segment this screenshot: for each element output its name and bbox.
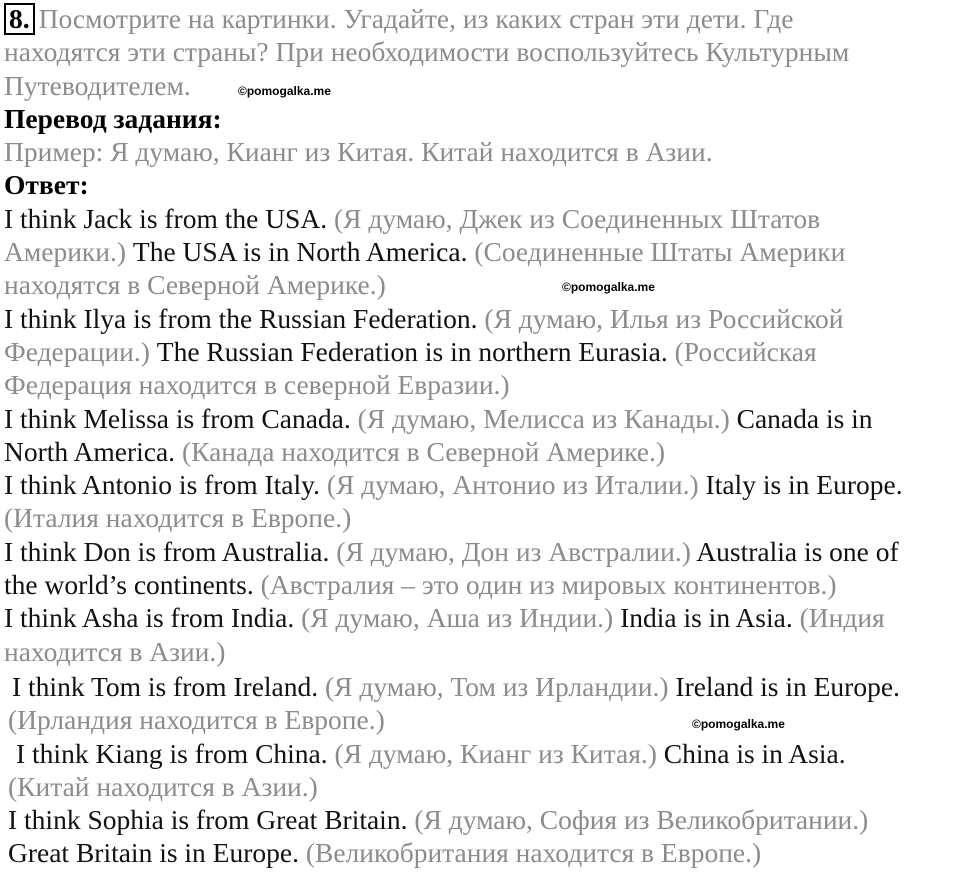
answer-translation: (Австралия – это один из мировых континентов.): [260, 569, 837, 601]
answer-text: Canada is in: [736, 402, 873, 434]
answer-text: The USA is in North America.: [132, 236, 468, 268]
answer-translation: (Канада находится в Северной Америке.): [181, 435, 666, 467]
answer-translation: Америки.): [4, 236, 127, 268]
answer-ilya-line-2: [4, 335, 956, 368]
task-number: 8.: [4, 3, 35, 35]
answer-sophia-line-2: [4, 836, 956, 869]
watermark: ©pomogalka.me: [238, 84, 331, 98]
example-text: Пример: Я думаю, Кианг из Китая. Китай находится в Азии.: [4, 136, 713, 168]
answer-asha-line-1: [4, 601, 956, 634]
answer-translation: (Я думаю, София из Великобритании.): [414, 804, 869, 836]
answer-translation: (Я думаю, Том из Ирландии.): [325, 670, 669, 702]
answer-jack-line-3: находятся в Северной Америке.): [4, 269, 386, 301]
answer-ilya-line-1: [4, 302, 956, 335]
answer-translation: (Российская: [674, 335, 817, 367]
answer-text: North America.: [4, 435, 176, 467]
answer-translation: (Я думаю, Антонио из Италии.): [326, 469, 699, 501]
answer-translation: (Великобритания находится в Европе.): [305, 837, 762, 869]
answer-translation: (Индия: [799, 602, 885, 634]
answer-translation: (Я думаю, Аша из Индии.): [301, 602, 614, 634]
task-line-3: Путеводителем.: [4, 69, 191, 101]
task-text-1: Посмотрите на картинки. Угадайте, из каких стран эти дети. Где: [38, 3, 794, 34]
answer-text: I think Ilya is from the Russian Federation.: [4, 302, 478, 334]
answer-text: Italy is in Europe.: [705, 469, 903, 501]
answer-text: Great Britain is in Europe.: [8, 837, 299, 869]
answer-jack-line-2: [4, 235, 956, 268]
answer-melissa-line-1: [4, 402, 956, 435]
answer-translation: (Я думаю, Илья из Российской: [484, 302, 844, 334]
translation-heading: Перевод задания:: [4, 102, 222, 134]
answer-tom-line-2: (Ирландия находится в Европе.): [8, 704, 385, 736]
answer-text: I think Melissa is from Canada.: [4, 402, 351, 434]
answer-jack-line-1: [4, 202, 956, 235]
answer-text: India is in Asia.: [620, 602, 793, 634]
answer-antonio-line-1: [4, 468, 956, 501]
answer-text: I think Sophia is from Great Britain.: [8, 804, 408, 836]
answer-text: I think Antonio is from Italy.: [4, 469, 320, 501]
answer-text: Ireland is in Europe.: [675, 670, 900, 702]
answer-kiang-line-2: (Китай находится в Азии.): [8, 770, 318, 802]
answer-text: I think Asha is from India.: [4, 602, 295, 634]
answer-text: China is in Asia.: [663, 737, 846, 769]
answer-translation: (Я думаю, Дон из Австралии.): [336, 535, 691, 567]
answer-ilya-line-3: Федерация находится в северной Евразии.): [4, 369, 510, 401]
task-line-1: [4, 2, 956, 35]
answer-translation: (Соединенные Штаты Америки: [474, 236, 846, 268]
answer-melissa-line-2: [4, 435, 956, 468]
answer-heading: Ответ:: [4, 169, 89, 201]
answer-don-line-2: [4, 568, 956, 601]
answer-translation: (Я думаю, Мелисса из Канады.): [357, 402, 730, 434]
answer-translation: (Я думаю, Кианг из Китая.): [334, 737, 657, 769]
answer-tom-line-1: [4, 670, 956, 703]
answer-translation: Федерации.): [4, 335, 150, 367]
answer-text: The Russian Federation is in northern Eurasia.: [156, 335, 668, 367]
watermark: ©pomogalka.me: [692, 717, 785, 731]
answer-asha-line-2: находится в Азии.): [4, 635, 226, 667]
answer-text: I think Kiang is from China.: [16, 737, 328, 769]
watermark: ©pomogalka.me: [562, 280, 655, 294]
answer-text: I think Don is from Australia.: [4, 535, 330, 567]
answer-kiang-line-1: [4, 737, 956, 770]
answer-text: I think Jack is from the USA.: [4, 202, 328, 234]
answer-antonio-line-2: (Италия находится в Европе.): [4, 502, 352, 534]
answer-text: I think Tom is from Ireland.: [12, 670, 319, 702]
answer-text: the world’s continents.: [4, 569, 254, 601]
answer-don-line-1: [4, 535, 956, 568]
answer-translation: (Я думаю, Джек из Соединенных Штатов: [333, 202, 821, 234]
task-line-2: находятся эти страны? При необходимости воспользуйтесь Культурным: [4, 36, 850, 68]
document-page: [4, 2, 956, 870]
answer-text: Australia is one of: [696, 535, 899, 567]
answer-sophia-line-1: [4, 803, 956, 836]
